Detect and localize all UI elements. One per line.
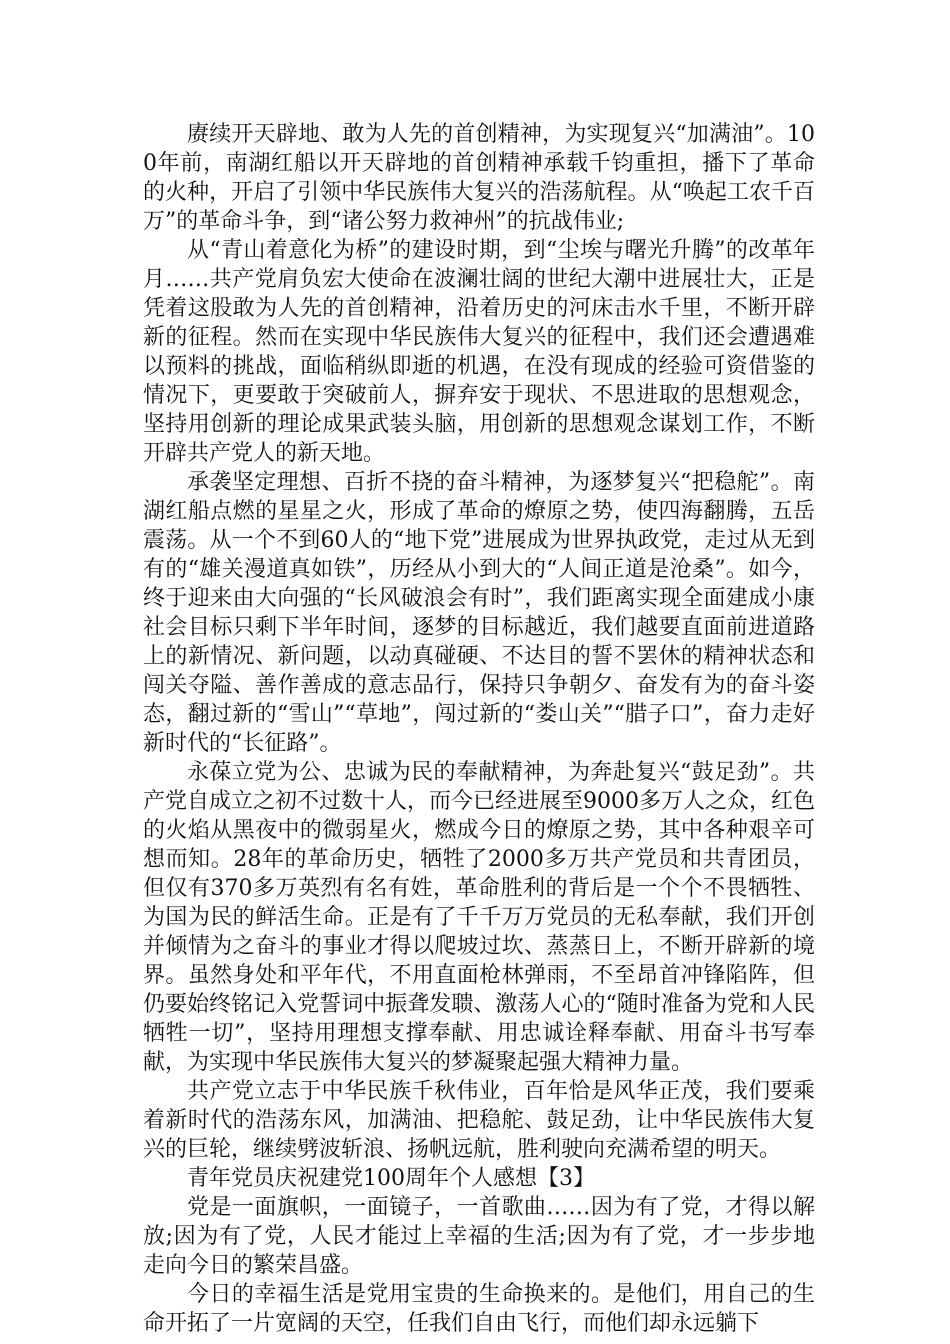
paragraph-happy-life: 今日的幸福生活是党用宝贵的生命换来的。是他们，用自己的生命开拓了一片宽阔的天空，任我们自由飞行，而他们却永远躺下 (143, 1282, 815, 1336)
paragraph-dedication-spirit: 永葆立党为公、忠诚为民的奉献精神，为奔赴复兴“鼓足劲”。共产党自成立之初不过数十人，而今已经进展至9000多万人之众，红色的火焰从黑夜中的微弱星火，燃成今日的燎原之势，其中各种艰辛可想而知。28年的革命历史，牺牲了2000多万共产党员和共青团员，但仅有370多万英烈有名有姓，革命胜利的背后是一个个不畏牺牲、为国为民的鲜活生命。正是有了千千万万党员的无私奉献，我们开创并倾情为之奋斗的事业才得以爬坡过坎、蒸蒸日上，不断开辟新的境界。虽然身处和平年代，不用直面枪林弹雨，不至昂首冲锋陷阵，但仍要始终铭记入党誓词中振聋发聩、激荡人心的“随时准备为党和人民牺牲一切”，坚持用理想支撑奉献、用忠诚诠释奉献、用奋斗书写奉献，为实现中华民族伟大复兴的梦凝聚起强大精神力量。 (143, 760, 815, 1075)
paragraph-struggle-spirit: 承袭坚定理想、百折不挠的奋斗精神，为逐梦复兴“把稳舵”。南湖红船点燃的星星之火，形成了革命的燎原之势，使四海翻腾，五岳震荡。从一个不到60人的“地下党”进展成为世界执政党，走过从无到有的“雄关漫道真如铁”，历经从小到大的“人间正道是沧桑”。如今，终于迎来由大向强的“长风破浪会有时”，我们距离实现全面建成小康社会目标只剩下半年时间，逐梦的目标越近，我们越要直面前进道路上的新情况、新问题，以动真碰硬、不达目的誓不罢休的精神状态和闯关夺隘、善作善成的意志品行，保持只争朝夕、奋发有为的奋斗姿态，翻过新的“雪山”“草地”，闯过新的“娄山关”“腊子口”，奋力走好新时代的“长征路”。 (143, 470, 815, 756)
paragraph-party-flag: 党是一面旗帜，一面镜子，一首歌曲……因为有了党，才得以解放;因为有了党，人民才能过上幸福的生活;因为有了党，才一步步地走向今日的繁荣昌盛。 (143, 1195, 815, 1278)
paragraph-reform-era: 从“青山着意化为桥”的建设时期，到“尘埃与曙光升腾”的改革年月……共产党肩负宏大使命在波澜壮阔的世纪大潮中进展壮大，正是凭着这股敢为人先的首创精神，沿着历史的河床击水千里，不断开辟新的征程。然而在实现中华民族伟大复兴的征程中，我们还会遭遇难以预料的挑战，面临稍纵即逝的机遇，在没有现成的经验可资借鉴的情况下，更要敢于突破前人，摒弃安于现状、不思进取的思想观念，坚持用创新的理论成果武装头脑，用创新的思想观念谋划工作，不断开辟共产党人的新天地。 (143, 238, 815, 466)
section-heading: 青年党员庆祝建党100周年个人感想【3】 (187, 1166, 595, 1191)
document-body (143, 120, 815, 1338)
paragraph-conclusion: 共产党立志于中华民族千秋伟业，百年恰是风华正茂，我们要乘着新时代的浩荡东风，加满油、把稳舵、鼓足劲，让中华民族伟大复兴的巨轮，继续劈波斩浪、扬帆远航，胜利驶向充满希望的明天。 (143, 1079, 815, 1162)
paragraph-first-spirit: 赓续开天辟地、敢为人先的首创精神，为实现复兴“加满油”。100年前，南湖红船以开天辟地的首创精神承载千钧重担，播下了革命的火种，开启了引领中华民族伟大复兴的浩荡航程。从“唤起工农千百万”的革命斗争，到“诸公努力救神州”的抗战伟业; (143, 122, 815, 234)
